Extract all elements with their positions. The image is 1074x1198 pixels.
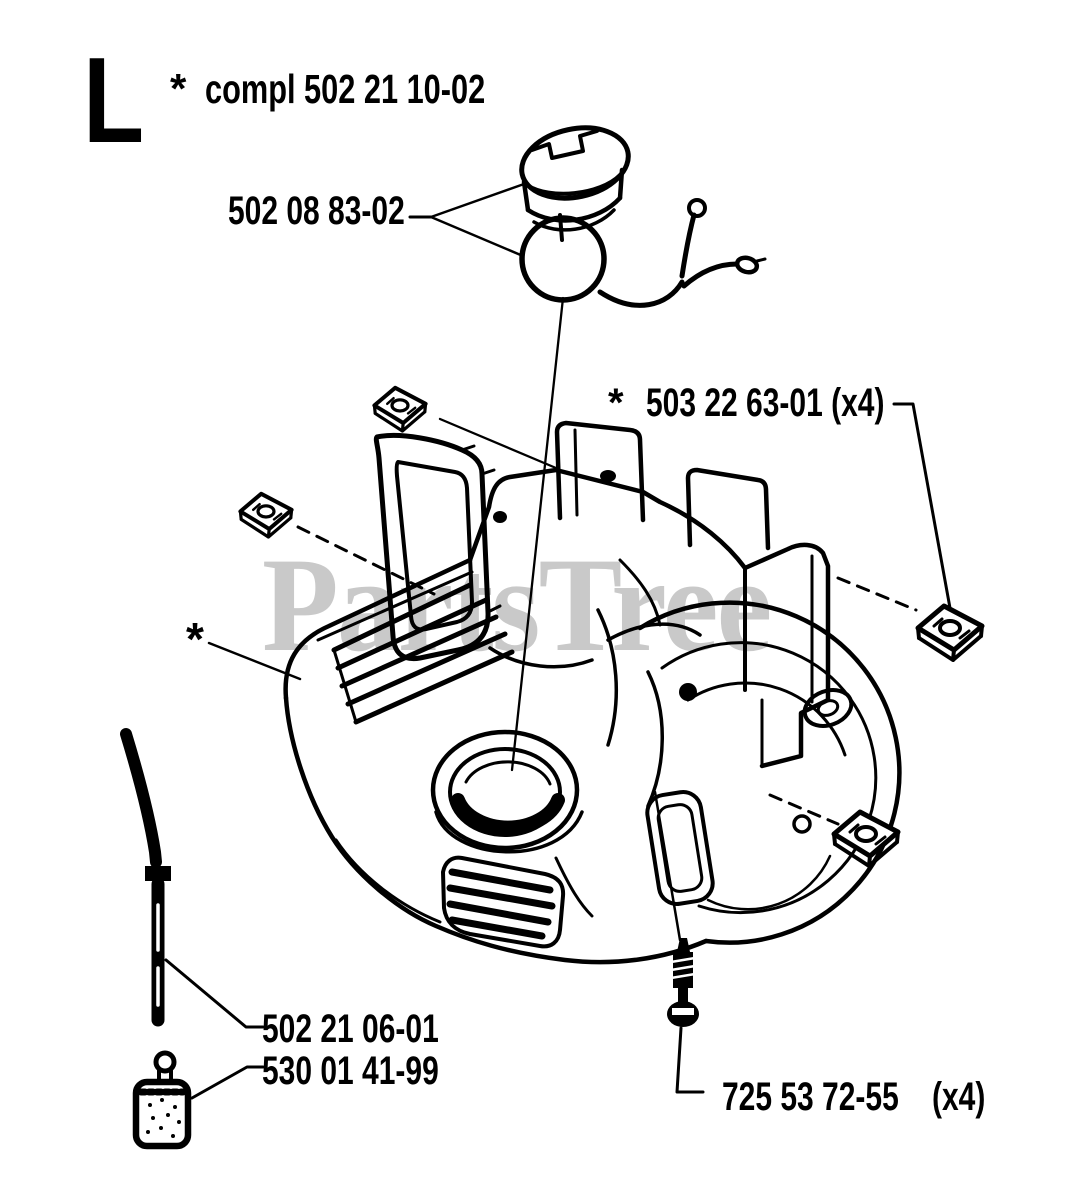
fuel-cap-drawing <box>515 119 765 306</box>
header-asterisk: * <box>170 65 187 112</box>
fuel-tank-drawing <box>286 423 900 962</box>
screw-leader <box>677 1028 703 1092</box>
screw-label: 725 53 72-55 <box>722 1074 899 1120</box>
header-assembly-number: compl 502 21 10-02 <box>205 65 486 113</box>
section-letter: L <box>83 31 145 169</box>
nut4-leader <box>770 795 838 824</box>
square-nut-1 <box>374 388 425 431</box>
nut1-leader <box>440 419 556 468</box>
fuel-filter-label: 530 01 41-99 <box>262 1048 439 1094</box>
mounting-nut-label: 503 22 63-01 (x4) <box>646 380 885 426</box>
fuel-cap-label: 502 08 83-02 <box>228 188 405 234</box>
screw-quantity-label: (x4) <box>932 1074 986 1120</box>
fuel-filter-drawing <box>136 1053 188 1146</box>
fuel-line-label: 502 21 06-01 <box>262 1006 439 1052</box>
fuel-tank-asterisk: * <box>186 613 204 665</box>
fuel-line-leader <box>166 960 263 1027</box>
nut-label-leader <box>894 404 950 608</box>
fuel-filter-leader <box>192 1067 263 1098</box>
fuel-line-drawing <box>126 734 171 1020</box>
square-nut-3 <box>918 606 982 660</box>
nut3-leader <box>838 578 916 610</box>
watermark: PartsTree <box>262 530 771 681</box>
mounting-nut-asterisk: * <box>608 381 624 425</box>
square-nut-4 <box>834 812 898 866</box>
screw-drawing <box>655 792 699 1027</box>
